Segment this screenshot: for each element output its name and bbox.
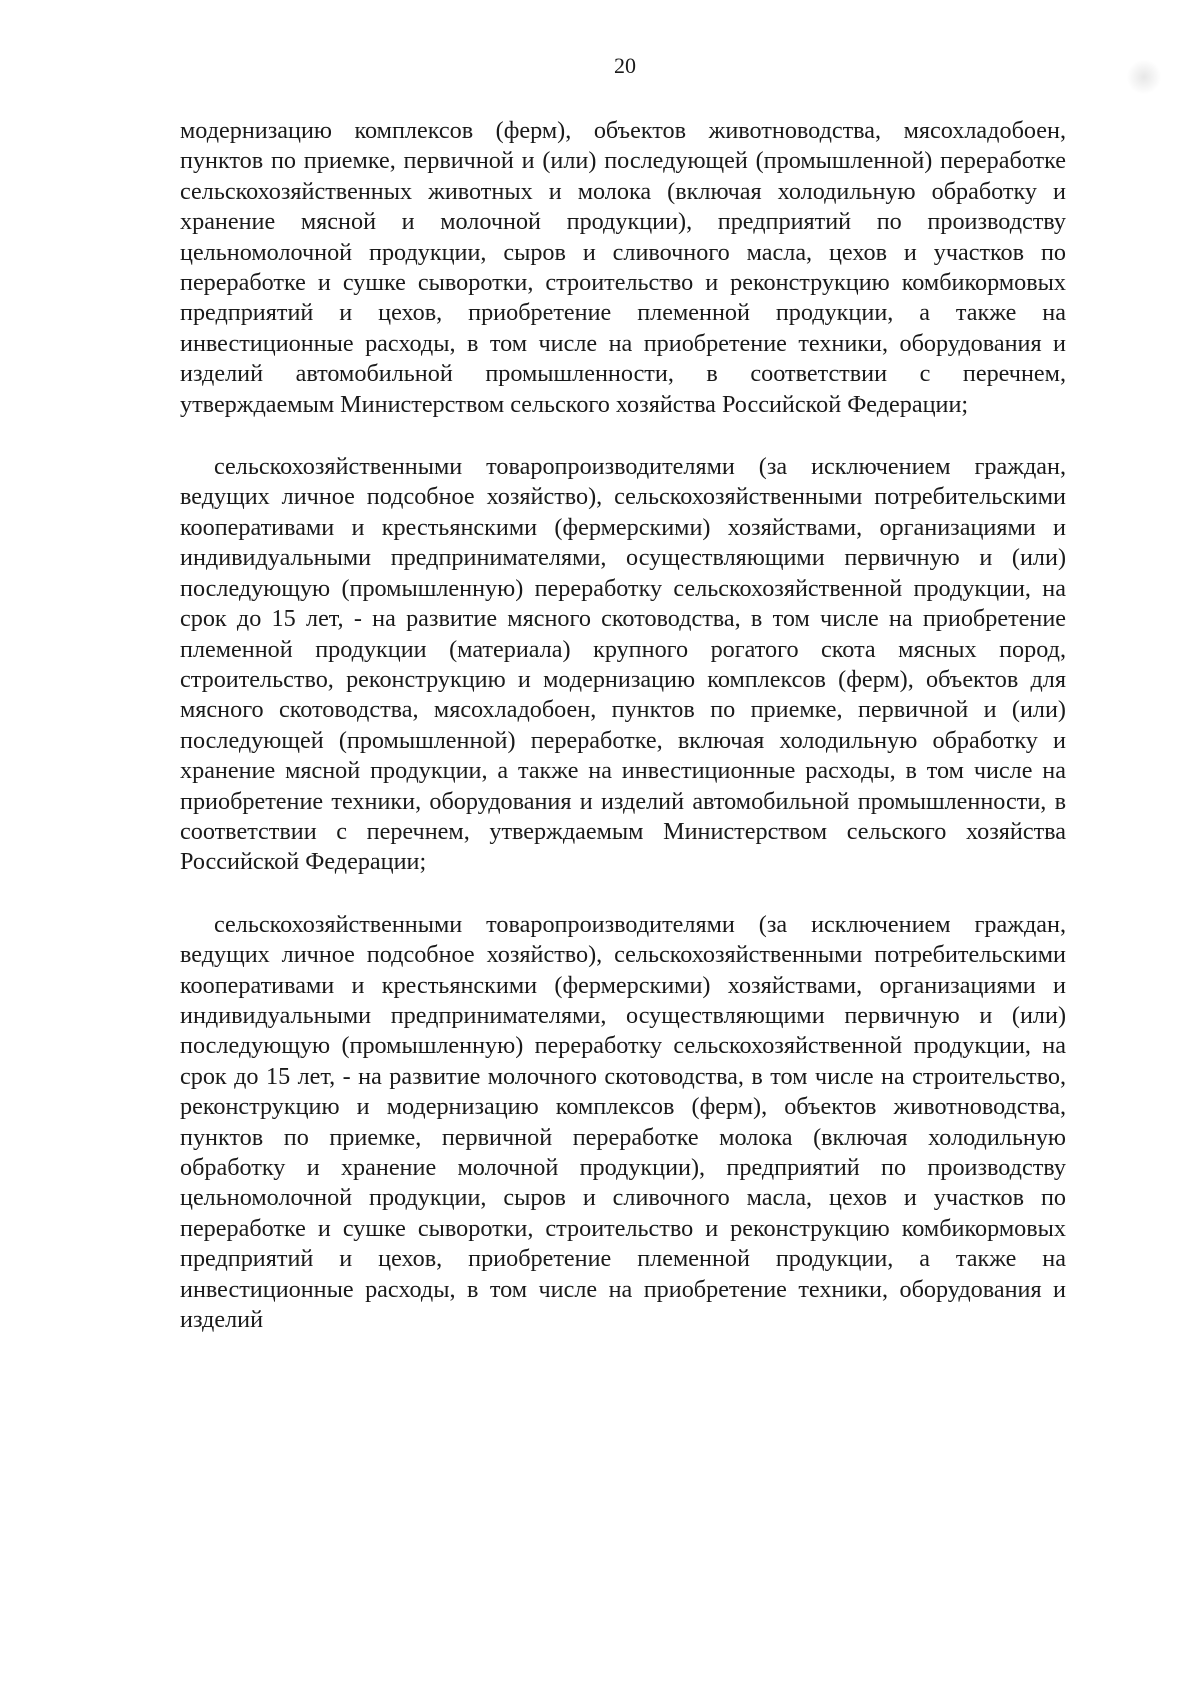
page-number: 20 [614,53,636,78]
paragraph-continuation: модернизацию комплексов (ферм), объектов животноводства, мясохладобоен, пунктов по приемке, первичной и (или) последующей (промышленной) переработке сельскохозяйственных животных и молока (включая холодильную обработку и хранение мясной и молочной продукции), предприятий по производству цельномолочной продукции, сыров и сливочного масла, цехов и участков по переработке и сушке сыворотки, строительство и реконструкцию комбикормовых предприятий и цехов, приобретение племенной продукции, а также на инвестиционные расходы, в том числе на приобретение техники, оборудования и изделий автомобильной промышленности, в соответствии с перечнем, утверждаемым Министерством сельского хозяйства Российской Федерации; [180,117,1066,418]
paragraph-meat-cattle: сельскохозяйственными товаропроизводителями (за исключением граждан, ведущих личное подсобное хозяйство), сельскохозяйственными потребительскими кооперативами и крестьянскими (фермерскими) хозяйствами, организациями и индивидуальными предпринимателями, осуществляющими первичную и (или) последующую (промышленную) переработку сельскохозяйственной продукции, на срок до 15 лет, - на развитие мясного скотоводства, в том числе на приобретение племенной продукции (материала) крупного рогатого скота мясных пород, строительство, реконструкцию и модернизацию комплексов (ферм), объектов для мясного скотоводства, мясохладобоен, пунктов по приемке, первичной и (или) последующей (промышленной) переработке, включая холодильную обработку и хранение мясной продукции, а также на инвестиционные расходы, в том числе на приобретение техники, оборудования и изделий автомобильной промышленности, в соответствии с перечнем, утверждаемым Министерством сельского хозяйства Российской Федерации; [180,453,1066,876]
paragraph-dairy-cattle: сельскохозяйственными товаропроизводителями (за исключением граждан, ведущих личное подсобное хозяйство), сельскохозяйственными потребительскими кооперативами и крестьянскими (фермерскими) хозяйствами, организациями и индивидуальными предпринимателями, осуществляющими первичную и (или) последующую (промышленную) переработку сельскохозяйственной продукции, на срок до 15 лет, - на развитие молочного скотоводства, в том числе на строительство, реконструкцию и модернизацию комплексов (ферм), объектов животноводства, пунктов по приемке, первичной переработке молока (включая холодильную обработку и хранение молочной продукции), предприятий по производству цельномолочной продукции, сыров и сливочного масла, цехов и участков по переработке и сушке сыворотки, строительство и реконструкцию комбикормовых предприятий и цехов, приобретение племенной продукции, а также на инвестиционные расходы, в том числе на приобретение техники, оборудования и изделий [180,910,1066,1334]
document-body [180,116,1066,1335]
